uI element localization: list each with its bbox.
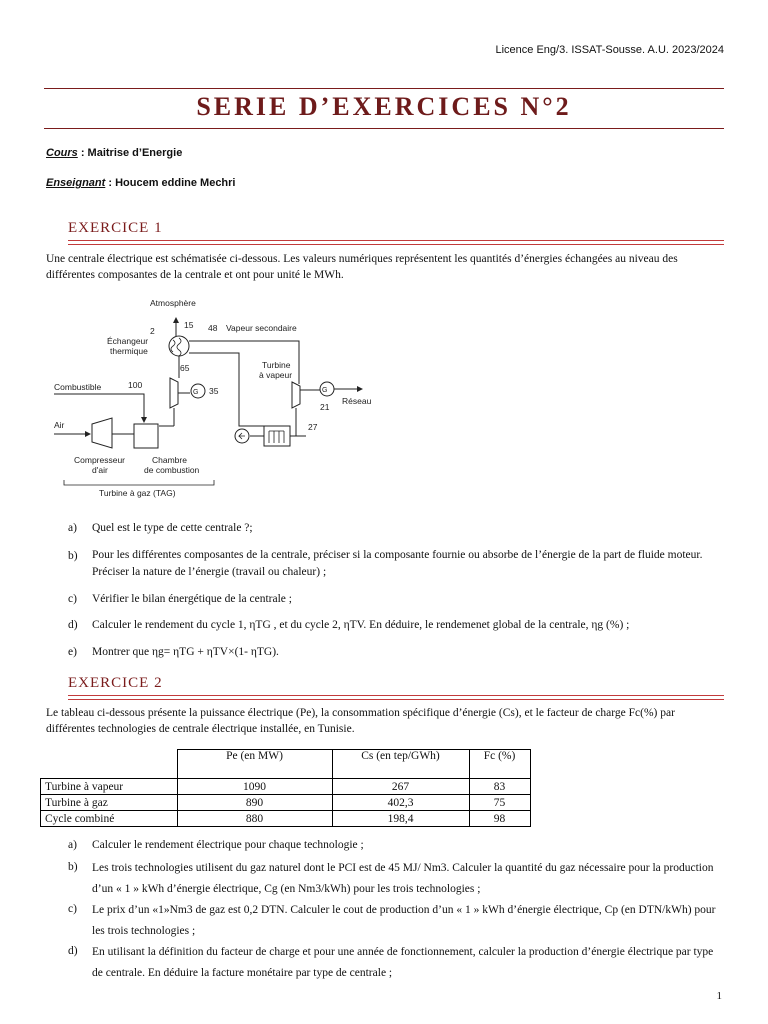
question-letter: d) bbox=[68, 619, 78, 631]
row-label: Turbine à vapeur bbox=[41, 779, 178, 795]
question-letter: c) bbox=[68, 593, 77, 605]
title-rule-top bbox=[44, 88, 724, 89]
ex2-intro: Le tableau ci-dessous présente la puissance électrique (Pe), la consommation spécifique d’énergie (Cs), et le facteur de charge Fc(%) par différentes technologies de centrale électrique installée, en Tunisie. bbox=[46, 707, 675, 735]
question-text: En utilisant la définition du facteur de charge et pour une année de fonctionnement, calculer la production d’énergie électrique par type de centrale. En déduire la facture monétaire par type de centrale ; bbox=[92, 946, 714, 979]
label-echangeur-2: thermique bbox=[110, 346, 148, 356]
steam-turbine bbox=[292, 382, 300, 408]
question-text: Calculer le rendement du cycle 1, ηTG , et du cycle 2, ηTV. En déduire, le rendemenet global de la centrale, ηg (%) ; bbox=[92, 619, 630, 631]
cell-fc: 98 bbox=[469, 811, 530, 827]
label-compresseur-2: d'air bbox=[92, 465, 108, 475]
question-text: Calculer le rendement électrique pour chaque technologie ; bbox=[92, 839, 364, 851]
teacher-value: : Houcem eddine Mechri bbox=[105, 177, 236, 189]
question-letter: b) bbox=[68, 550, 78, 562]
question-letter: a) bbox=[68, 839, 77, 851]
ex1-heading: EXERCICE 1 bbox=[68, 220, 163, 236]
cell-cs: 402,3 bbox=[332, 795, 469, 811]
table-header-row bbox=[41, 750, 531, 779]
cell-cs: 267 bbox=[332, 779, 469, 795]
cell-fc: 75 bbox=[469, 795, 530, 811]
label-compresseur-1: Compresseur bbox=[74, 455, 126, 465]
ex1-intro: Une centrale électrique est schématisée ci-dessous. Les valeurs numériques représentent les quantités d’énergies échangées au niveau des différentes composantes de la centrale et ont pour unité le MWh. bbox=[46, 253, 678, 281]
label-turbine-vapeur-2: à vapeur bbox=[259, 370, 293, 380]
cell-pe: 890 bbox=[177, 795, 332, 811]
course-line bbox=[46, 147, 182, 159]
page-header: Licence Eng/3. ISSAT-Sousse. A.U. 2023/2024 bbox=[495, 44, 724, 56]
combustion-chamber bbox=[134, 424, 158, 448]
question-text: Pour les différentes composantes de la centrale, préciser si la composante fournie ou absorbe de l’énergie de la part de fluide moteur. Préciser la nature de l’énergie (travail ou chaleur) ; bbox=[92, 549, 703, 578]
label-chambre-2: de combustion bbox=[144, 465, 200, 475]
question-letter: a) bbox=[68, 522, 77, 534]
ex2-heading: EXERCICE 2 bbox=[68, 675, 163, 691]
question-text: Les trois technologies utilisent du gaz naturel dont le PCI est de 45 MJ/ Nm3. Calculer la quantité du gaz nécessaire pour la production d’un « 1 » kWh d’énergie électrique, Cg (en Nm3/kWh) pour les trois technologies ; bbox=[92, 862, 714, 895]
question-letter: b) bbox=[68, 861, 78, 873]
question-letter: e) bbox=[68, 646, 77, 658]
cell-cs: 198,4 bbox=[332, 811, 469, 827]
question-text: Quel est le type de cette centrale ?; bbox=[92, 522, 253, 534]
table-row bbox=[41, 811, 531, 827]
label-vapeur-secondaire: Vapeur secondaire bbox=[226, 323, 297, 333]
table-corner bbox=[41, 750, 178, 779]
row-label: Turbine à gaz bbox=[41, 795, 178, 811]
air-compressor bbox=[92, 418, 112, 448]
power-plant-diagram bbox=[44, 296, 404, 506]
power-tech-table bbox=[40, 749, 531, 827]
generator-2-symbol: G bbox=[322, 387, 328, 394]
course-value: : Maitrise d’Energie bbox=[77, 147, 183, 159]
teacher-line bbox=[46, 177, 236, 189]
table-row bbox=[41, 795, 531, 811]
ex1-heading-rule bbox=[68, 240, 724, 245]
value-2: 2 bbox=[150, 326, 155, 336]
ex2-heading-rule bbox=[68, 695, 724, 700]
value-15: 15 bbox=[184, 320, 194, 330]
label-turbine-vapeur-1: Turbine bbox=[262, 360, 291, 370]
question-text: Montrer que ηg= ηTG + ηTV×(1- ηTG). bbox=[92, 646, 279, 658]
col-header-fc: Fc (%) bbox=[469, 750, 530, 779]
tag-bracket bbox=[64, 480, 214, 485]
title-rule-bottom bbox=[44, 128, 724, 129]
label-tag: Turbine à gaz (TAG) bbox=[99, 488, 176, 498]
question-letter: c) bbox=[68, 903, 77, 915]
value-65: 65 bbox=[180, 363, 190, 373]
question-letter: d) bbox=[68, 945, 78, 957]
generator-1-symbol: G bbox=[193, 389, 199, 396]
col-header-cs: Cs (en tep/GWh) bbox=[332, 750, 469, 779]
row-label: Cycle combiné bbox=[41, 811, 178, 827]
page-number: 1 bbox=[716, 990, 722, 1002]
col-header-pe: Pe (en MW) bbox=[177, 750, 332, 779]
label-reseau: Réseau bbox=[342, 396, 372, 406]
page-title: SERIE D’EXERCICES N°2 bbox=[196, 92, 572, 121]
label-echangeur-1: Échangeur bbox=[107, 336, 149, 346]
label-chambre-1: Chambre bbox=[152, 455, 187, 465]
cell-pe: 880 bbox=[177, 811, 332, 827]
value-100: 100 bbox=[128, 380, 143, 390]
condenser-inlet-line bbox=[290, 408, 296, 436]
gas-turbine bbox=[170, 378, 178, 408]
question-text: Vérifier le bilan énergétique de la centrale ; bbox=[92, 593, 292, 605]
course-label: Cours bbox=[46, 147, 78, 159]
condenser bbox=[264, 426, 290, 446]
label-atmosphere: Atmosphère bbox=[150, 298, 196, 308]
cell-pe: 1090 bbox=[177, 779, 332, 795]
teacher-label: Enseignant bbox=[46, 177, 106, 189]
cell-fc: 83 bbox=[469, 779, 530, 795]
question-text: Le prix d’un «1»Nm3 de gaz est 0,2 DTN. Calculer le cout de production d’un « 1 » kWh d’énergie électrique, Cp (en DTN/kWh) pour les trois technologies ; bbox=[92, 904, 716, 937]
fuel-arrow bbox=[54, 394, 144, 422]
heat-exchanger bbox=[169, 336, 189, 356]
value-48: 48 bbox=[208, 323, 218, 333]
value-21: 21 bbox=[320, 402, 330, 412]
table-row bbox=[41, 779, 531, 795]
value-35: 35 bbox=[209, 386, 219, 396]
label-air: Air bbox=[54, 420, 65, 430]
label-combustible: Combustible bbox=[54, 382, 102, 392]
value-27: 27 bbox=[308, 422, 318, 432]
